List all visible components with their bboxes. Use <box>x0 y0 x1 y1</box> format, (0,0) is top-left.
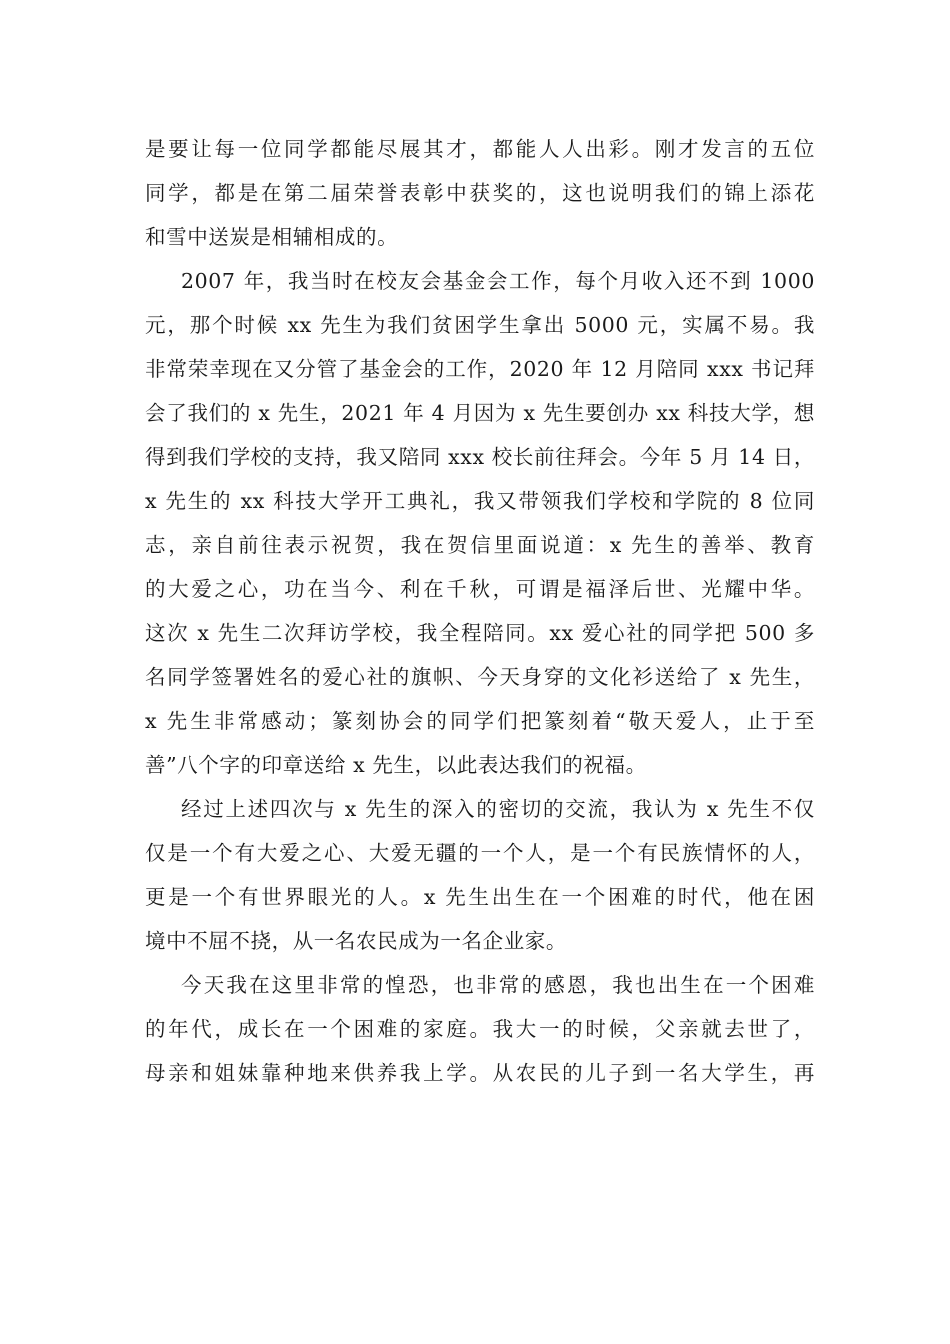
text-line: x 先生非常感动；篆刻协会的同学们把篆刻着“敬天爱人，止于至 <box>145 709 815 733</box>
text-line: 同学，都是在第二届荣誉表彰中获奖的，这也说明我们的锦上添花 <box>145 181 815 205</box>
text-line: 志，亲自前往表示祝贺，我在贺信里面说道：x 先生的善举、教育 <box>145 533 815 557</box>
text-line: 境中不屈不挠，从一名农民成为一名企业家。 <box>145 929 567 953</box>
text-line: 是要让每一位同学都能尽展其才，都能人人出彩。刚才发言的五位 <box>145 137 815 161</box>
text-line: 今天我在这里非常的惶恐，也非常的感恩，我也出生在一个困难 <box>181 973 815 997</box>
text-line: 和雪中送炭是相辅相成的。 <box>145 225 399 249</box>
text-line: 经过上述四次与 x 先生的深入的密切的交流，我认为 x 先生不仅 <box>181 797 815 821</box>
text-line: 母亲和姐妹靠种地来供养我上学。从农民的儿子到一名大学生，再 <box>145 1061 815 1085</box>
text-line: 名同学签署姓名的爱心社的旗帜、今天身穿的文化衫送给了 x 先生， <box>145 665 815 689</box>
text-line: 的年代，成长在一个困难的家庭。我大一的时候，父亲就去世了， <box>145 1017 815 1041</box>
text-line: 更是一个有世界眼光的人。x 先生出生在一个困难的时代，他在困 <box>145 885 815 909</box>
text-line: 仅是一个有大爱之心、大爱无疆的一个人，是一个有民族情怀的人， <box>145 841 815 865</box>
text-line: 得到我们学校的支持，我又陪同 xxx 校长前往拜会。今年 5 月 14 日， <box>145 445 815 469</box>
text-line: x 先生的 xx 科技大学开工典礼，我又带领我们学校和学院的 8 位同 <box>145 489 815 513</box>
document-body <box>145 127 815 1095</box>
text-line: 元，那个时候 xx 先生为我们贫困学生拿出 5000 元，实属不易。我 <box>145 313 815 337</box>
text-line: 善”八个字的印章送给 x 先生，以此表达我们的祝福。 <box>145 753 647 777</box>
text-line: 这次 x 先生二次拜访学校，我全程陪同。xx 爱心社的同学把 500 多 <box>145 621 815 645</box>
text-line: 非常荣幸现在又分管了基金会的工作，2020 年 12 月陪同 xxx 书记拜 <box>145 357 815 381</box>
text-line: 的大爱之心，功在当今、利在千秋，可谓是福泽后世、光耀中华。 <box>145 577 815 601</box>
text-line: 会了我们的 x 先生，2021 年 4 月因为 x 先生要创办 xx 科技大学，想 <box>145 401 815 425</box>
text-line: 2007 年，我当时在校友会基金会工作，每个月收入还不到 1000 <box>181 269 815 293</box>
